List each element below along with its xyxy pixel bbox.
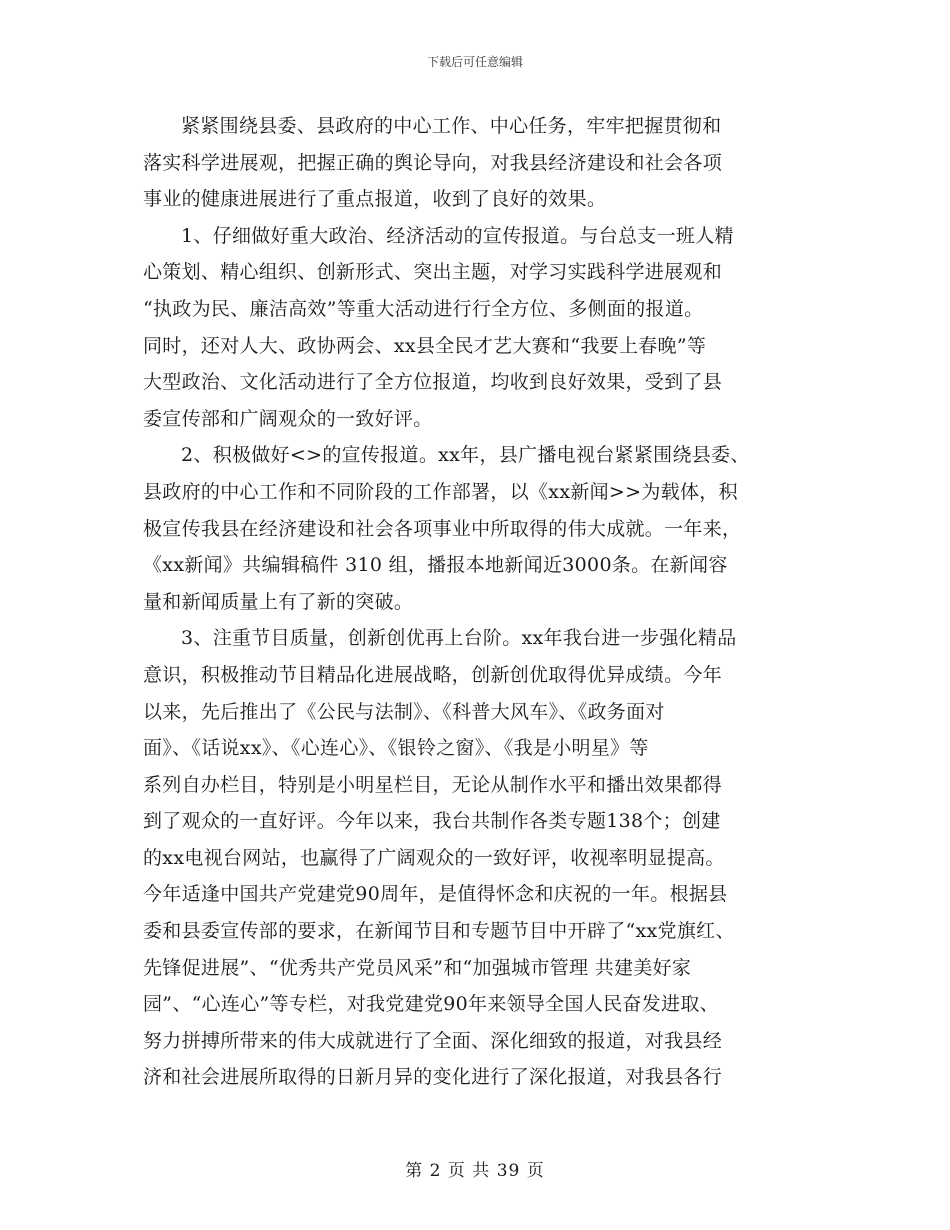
text-line: 大型政治、文化活动进行了全方位报道，均收到良好效果，受到了县 [143, 371, 723, 394]
text-line: 量和新闻质量上有了新的突破。 [143, 590, 414, 613]
text-line: 先锋促进展”、“优秀共产党员风采”和“加强城市管理 共建美好家 [143, 956, 692, 979]
text-line: 3、注重节目质量，创新创优再上台阶。xx年我台进一步强化精品 [181, 627, 737, 650]
text-line: 面》、《话说xx》、《心连心》、《银铃之窗》、《我是小明星》等 [143, 737, 649, 760]
text-line: 园”、“心连心”等专栏，对我党建党90年来领导全国人民奋发进取、 [143, 993, 719, 1016]
text-line: 事业的健康进展进行了重点报道，收到了良好的效果。 [143, 188, 607, 211]
text-line: 到了观众的一直好评。今年以来，我台共制作各类专题138个；创建 [143, 810, 721, 833]
text-line: 委和县委宣传部的要求，在新闻节目和专题节目中开辟了“xx党旗红、 [143, 920, 735, 943]
text-line: 同时，还对人大、政协两会、xx县全民才艺大赛和“我要上春晚”等 [143, 334, 707, 357]
text-line: 意识，积极推动节目精品化进展战略，创新创优取得优异成绩。今年 [143, 663, 723, 686]
text-line: 《xx新闻》共编辑稿件 310 组，播报本地新闻近3000条。在新闻容 [143, 554, 728, 577]
text-line: 委宣传部和广阔观众的一致好评。 [143, 407, 433, 430]
text-line: 落实科学进展观，把握正确的舆论导向，对我县经济建设和社会各项 [143, 151, 723, 174]
text-line: 县政府的中心工作和不同阶段的工作部署，以《xx新闻>>为载体，积 [143, 480, 738, 503]
text-line: 济和社会进展所取得的日新月异的变化进行了深化报道，对我县各行 [143, 1066, 723, 1089]
text-line: 以来，先后推出了《公民与法制》、《科普大风车》、《政务面对 [143, 700, 665, 723]
text-line: 1、仔细做好重大政治、经济活动的宣传报道。与台总支一班人精 [181, 224, 734, 247]
text-line: 极宣传我县在经济建设和社会各项事业中所取得的伟大成就。一年来， [143, 517, 742, 540]
text-line: 心策划、精心组织、创新形式、突出主题，对学习实践科学进展观和 [143, 261, 723, 284]
text-line: “执政为民、廉洁高效”等重大活动进行行全方位、多侧面的报道。 [143, 297, 704, 320]
text-line: 紧紧围绕县委、县政府的中心工作、中心任务，牢牢把握贯彻和 [181, 115, 722, 137]
document-body [143, 108, 813, 1096]
text-line: 系列自办栏目，特别是小明星栏目，无论从制作水平和播出效果都得 [143, 773, 723, 796]
page-number-footer: 第 2 页 共 39 页 [405, 1161, 545, 1181]
text-line: 2、积极做好<>的宣传报道。xx年，县广播电视台紧紧围绕县委、 [181, 444, 750, 467]
text-line: 的xx电视台网站，也赢得了广阔观众的一致好评，收视率明显提高。 [143, 846, 725, 869]
page-header-note: 下载后可任意编辑 [426, 55, 523, 69]
text-line: 努力拼搏所带来的伟大成就进行了全面、深化细致的报道，对我县经 [143, 1029, 723, 1052]
text-line: 今年适逢中国共产党建党90周年，是值得怀念和庆祝的一年。根据县 [143, 883, 728, 906]
